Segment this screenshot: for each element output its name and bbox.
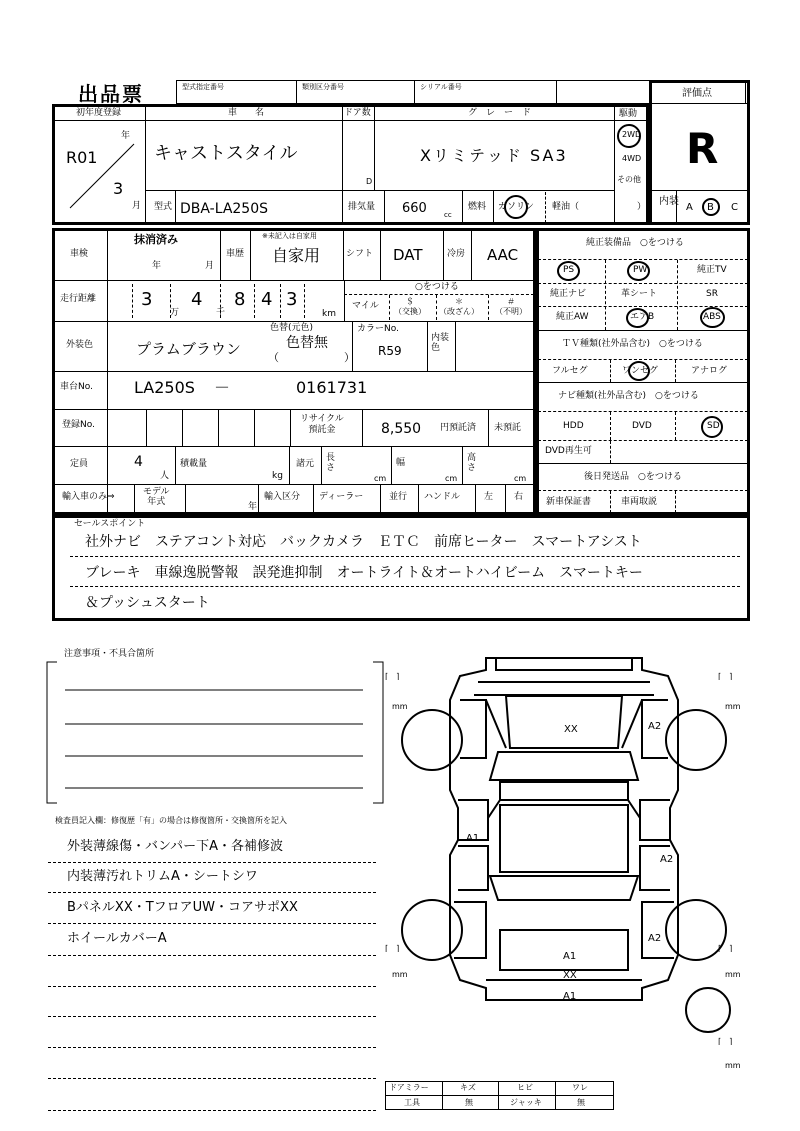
mark-rear-mid: XX <box>563 970 577 981</box>
mileage-digit-2: 4 <box>191 289 203 310</box>
mileage-digit-4: 4 <box>261 289 273 310</box>
chassis-model: LA250S <box>134 378 195 397</box>
import-model-year: モデル 年式 <box>143 487 170 507</box>
color-value: プラムブラウン <box>136 340 241 358</box>
tv-fullseg: フルセグ <box>552 366 588 376</box>
equip-pw-circle <box>627 261 650 281</box>
equip-leather: 革シート <box>621 289 658 299</box>
inspector-line-4: ホイールカバーA <box>67 931 167 946</box>
reg-year-unit: 年 <box>121 131 131 141</box>
capacity-label: 定員 <box>70 459 89 469</box>
later-warranty: 新車保証書 <box>546 497 592 507</box>
tv-title: ＴＶ種類(社外品含む) ○をつける <box>562 339 703 349</box>
notes-bracket <box>45 660 385 805</box>
interior-b: B <box>707 202 714 213</box>
chassis-dash: － <box>214 378 231 397</box>
equip-aw: 純正AW <box>556 312 589 322</box>
recycle-unpaid: 未預託 <box>494 423 522 433</box>
type-cert-label: 型式指定番号 <box>182 83 224 91</box>
mm-br: mm <box>725 970 741 979</box>
shift-value: DAT <box>393 246 423 264</box>
sales-label: セールスポイント <box>74 519 146 529</box>
mileage-note: ○をつける <box>415 282 459 292</box>
grade-value: Xリミテッド SA3 <box>420 146 568 165</box>
shift-label: シフト <box>346 249 374 259</box>
reg-month: 3 <box>113 179 124 198</box>
import-left: 左 <box>484 492 494 502</box>
ac-value: AAC <box>487 246 519 264</box>
later-title: 後日発送品 ○をつける <box>584 472 682 482</box>
equip-abs-circle <box>700 307 725 328</box>
import-handle: ハンドル <box>424 492 461 502</box>
tv-oneseg: ワンセグ <box>622 366 659 376</box>
cc-unit: cc <box>444 211 452 219</box>
bracket-spare: ⌈ ⌉ <box>718 1037 733 1046</box>
model-value: DBA-LA250S <box>180 201 269 217</box>
sales-line-1: 社外ナビ ステアコント対応 バックカメラ ＥＴＣ 前席ヒーター スマートアシスト <box>85 534 642 550</box>
mileage-unknown: ＃ （不明） <box>495 297 527 316</box>
equip-pw: PW <box>633 265 648 275</box>
recycle-label: リサイクル 預託金 <box>300 414 344 435</box>
history-value: 自家用 <box>272 246 321 265</box>
interior-a: A <box>686 202 693 213</box>
grade-col-label: グ レ ー ド <box>468 108 532 118</box>
equip-title: 純正装備品 ○をつける <box>586 238 684 248</box>
drive-4wd: 4WD <box>622 154 642 163</box>
inspector-line-3: BパネルXX・TフロアUW・コアサポXX <box>67 900 298 915</box>
import-parallel: 並行 <box>389 492 408 502</box>
history-note: ※未記入は自家用 <box>262 232 317 240</box>
equip-ps: PS <box>563 265 575 275</box>
color-no-label: カラーNo. <box>357 324 399 334</box>
fuel-gasoline-circle <box>504 195 528 219</box>
fuel-gasoline: ガソリン <box>498 202 535 212</box>
equip-ps-circle <box>557 261 580 281</box>
mm-tr: mm <box>725 702 741 711</box>
legend-h-mirror: ドアミラー <box>389 1083 429 1092</box>
color-change-label: 色替(元色) <box>270 323 314 333</box>
recycle-value: 8,550 <box>381 421 422 437</box>
ac-label: 冷房 <box>447 249 466 259</box>
legend-tools: 工具 <box>404 1098 420 1107</box>
inspection-value: 抹消済み <box>134 233 178 246</box>
mark-fr-wheel: A2 <box>648 721 662 732</box>
color-paren-open: （ <box>268 351 279 364</box>
interior-label: 内装 <box>659 196 679 207</box>
equip-sr: SR <box>706 289 718 299</box>
drive-other: その他 <box>617 175 641 184</box>
inspector-label: 検査員記入欄：修復歴「有」の場合は修復箇所・交換箇所を記入 <box>55 816 287 825</box>
form-title: 出品票 <box>78 82 144 106</box>
dims-label: 諸元 <box>296 459 315 469</box>
inspection-year: 年 <box>152 261 162 271</box>
color-paren-close: ） <box>344 351 355 364</box>
door-value: D <box>366 177 373 186</box>
tv-analog: アナログ <box>691 366 728 376</box>
navi-sd-circle <box>701 416 723 438</box>
displacement-label: 排気量 <box>348 202 376 212</box>
dims-width: 幅 <box>396 458 406 468</box>
tv-oneseg-circle <box>628 361 650 381</box>
interior-c: C <box>731 202 738 213</box>
capacity-value: 4 <box>134 454 143 470</box>
legend-h-scratch: キズ <box>460 1083 476 1092</box>
capacity-unit: 人 <box>160 471 170 481</box>
mileage-label: 走行距離 <box>60 294 97 304</box>
sales-line-2: ブレーキ 車線逸脱警報 誤発進抑制 オートライト＆オートハイビーム スマートキー <box>85 565 643 581</box>
legend-tools-value: 無 <box>465 1098 473 1107</box>
drive-2wd-circle <box>617 124 641 148</box>
mileage-man: 万 <box>170 308 180 318</box>
car-diagram <box>378 640 750 1080</box>
score-value: R <box>686 124 719 173</box>
navi-title: ナビ種類(社外品含む) ○をつける <box>558 391 699 401</box>
load-kg: kg <box>272 471 283 481</box>
mark-rear-upper: A1 <box>563 951 577 962</box>
dims-length-cm: cm <box>374 474 387 483</box>
mm-bl: mm <box>392 970 408 979</box>
import-cat-label: 輸入区分 <box>264 492 301 502</box>
dims-length: 長 さ <box>326 453 336 473</box>
equip-airbag: エアB <box>630 312 655 322</box>
legend-h-break: ワレ <box>572 1083 588 1092</box>
fuel-light: 軽油（ <box>552 202 580 212</box>
notes-label: 注意事項・不具合箇所 <box>64 649 155 659</box>
interior-b-circle <box>702 198 720 216</box>
mileage-km: km <box>322 309 336 319</box>
mileage-exchange: ＄ （交換） <box>394 297 426 316</box>
import-year: 年 <box>248 502 258 512</box>
dims-width-cm: cm <box>445 474 458 483</box>
equip-tv: 純正TV <box>697 265 727 275</box>
inspection-month: 月 <box>205 261 215 271</box>
color-no: R59 <box>378 344 402 358</box>
mm-spare: mm <box>725 1061 741 1070</box>
mileage-digit-3: 8 <box>234 289 246 310</box>
mark-rr-wheel: A2 <box>648 933 662 944</box>
sales-line-3: ＆プッシュスタート <box>85 595 210 611</box>
equip-abs: ABS <box>703 312 721 322</box>
inspection-label: 車検 <box>70 249 89 259</box>
import-label: 輸入車のみ⇒ <box>62 492 115 502</box>
dims-height-cm: cm <box>514 474 527 483</box>
mileage-digit-1: 3 <box>141 289 153 310</box>
chassis-number: 0161731 <box>296 378 368 397</box>
recycle-deposited: 円預託済 <box>440 423 477 433</box>
legend-jack: ジャッキ <box>510 1098 542 1107</box>
color-label: 外装色 <box>66 340 94 350</box>
drive-2wd: 2WD <box>622 130 642 139</box>
chassis-label: 車台No. <box>60 382 93 392</box>
bracket-tr: ⌈ ⌉ <box>718 672 733 681</box>
mm-tl: mm <box>392 702 408 711</box>
inspector-line-2: 内装薄汚れトリムA・シートシワ <box>67 869 258 884</box>
navi-dvd: DVD <box>632 421 652 431</box>
mark-right-door: A2 <box>660 854 674 865</box>
fuel-label: 燃料 <box>468 202 487 212</box>
equip-navi: 純正ナビ <box>550 289 587 299</box>
displacement-value: 660 <box>402 201 427 216</box>
mark-rear-bumper: A1 <box>563 991 577 1002</box>
car-name-label: 車 名 <box>228 108 265 118</box>
reg-label: 初年度登録 <box>76 108 122 118</box>
serial-label: シリアル番号 <box>420 83 462 91</box>
bracket-tl: ⌈ ⌉ <box>385 672 400 681</box>
interior-color-label: 内装 色 <box>431 333 450 353</box>
color-change: 色替無 <box>286 335 328 351</box>
dims-height: 高 さ <box>467 453 477 473</box>
legend-h-crack: ヒビ <box>517 1083 533 1092</box>
history-label: 車歴 <box>226 249 245 259</box>
door-label: ドア数 <box>344 108 371 118</box>
bracket-bl: ⌈ ⌉ <box>385 944 400 953</box>
load-label: 積載量 <box>180 459 208 469</box>
reg-slash <box>64 140 142 211</box>
mileage-altered: ＊ （改ざん） <box>439 297 479 316</box>
reg-month-unit: 月 <box>132 201 142 211</box>
drive-label: 駆動 <box>619 109 638 119</box>
import-right: 右 <box>514 492 524 502</box>
legend-jack-value: 無 <box>577 1098 585 1107</box>
navi-hdd: HDD <box>563 421 584 431</box>
later-manual: 車両取説 <box>621 497 658 507</box>
mileage-mile: マイル <box>352 301 379 311</box>
import-dealer: ディーラー <box>319 492 364 502</box>
car-name: キャストスタイル <box>154 143 298 164</box>
inspector-line-1: 外装薄線傷・バンパー下A・各補修波 <box>67 839 283 854</box>
fuel-close: ） <box>637 202 647 212</box>
navi-sd: SD <box>707 421 720 431</box>
mark-hood: XX <box>564 724 578 735</box>
navi-dvd-play: DVD再生可 <box>545 446 592 456</box>
equip-airbag-circle <box>626 308 649 328</box>
regno-label: 登録No. <box>62 420 95 430</box>
mileage-sen: 千 <box>216 308 226 318</box>
mark-left-door: A1 <box>466 833 480 844</box>
bracket-br: ⌈ ⌉ <box>718 944 733 953</box>
reg-era: R01 <box>66 148 98 167</box>
model-label: 型式 <box>154 202 173 212</box>
grade-label: 評価点 <box>682 88 712 99</box>
mileage-digit-5: 3 <box>286 289 298 310</box>
class-label: 類別区分番号 <box>302 83 344 91</box>
